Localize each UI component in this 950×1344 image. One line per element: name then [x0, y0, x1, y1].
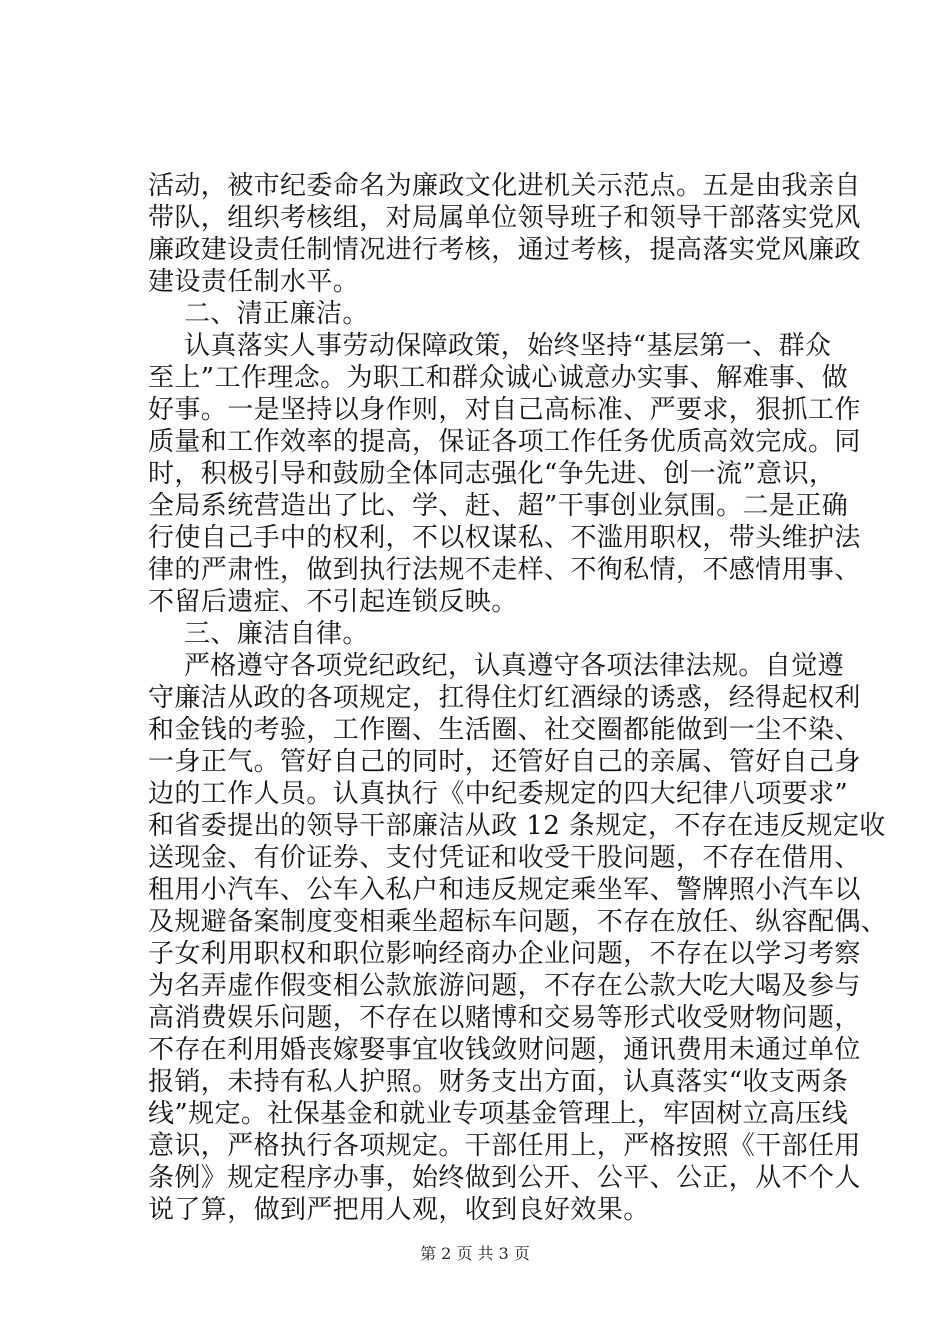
section-heading: 三、廉洁自律。 — [184, 619, 369, 649]
text-line: 线”规定。社保基金和就业专项基金管理上，牢固树立高压线 — [148, 1099, 849, 1129]
text-line: 时，积极引导和鼓励全体同志强化“争先进、创一流”意识， — [148, 459, 836, 489]
text-line: 和省委提出的领导干部廉洁从政 12 条规定，不存在违反规定收 — [148, 811, 886, 841]
text-line: 好事。一是坚持以身作则，对自己高标准、严要求，狠抓工作 — [148, 395, 861, 425]
text-line: 条例》规定程序办事，始终做到公开、公平、公正，从不个人 — [148, 1163, 861, 1193]
text-line: 说了算，做到严把用人观，收到良好效果。 — [148, 1195, 650, 1225]
text-line: 为名弄虚作假变相公款旅游问题，不存在公款大吃大喝及参与 — [148, 971, 861, 1001]
text-line: 廉政建设责任制情况进行考核，通过考核，提高落实党风廉政 — [148, 235, 861, 265]
text-line: 和金钱的考验，工作圈、生活圈、社交圈都能做到一尘不染、 — [148, 715, 861, 745]
text-line: 边的工作人员。认真执行《中纪委规定的四大纪律八项要求” — [148, 779, 849, 809]
text-line: 活动，被市纪委命名为廉政文化进机关示范点。五是由我亲自 — [148, 171, 861, 201]
body-text — [148, 170, 888, 1226]
text-line: 质量和工作效率的提高，保证各项工作任务优质高效完成。同 — [148, 427, 861, 457]
text-line: 子女利用职权和职位影响经商办企业问题，不存在以学习考察 — [148, 939, 861, 969]
text-line: 不存在利用婚丧嫁娶事宜收钱敛财问题，通讯费用未通过单位 — [148, 1035, 861, 1065]
text-line: 至上”工作理念。为职工和群众诚心诚意办实事、解难事、做 — [148, 363, 849, 393]
text-line: 认真落实人事劳动保障政策，始终坚持“基层第一、群众 — [184, 331, 832, 361]
text-line: 全局系统营造出了比、学、赶、超”干事创业氛围。二是正确 — [148, 491, 849, 521]
text-line: 报销，未持有私人护照。财务支出方面，认真落实“收支两条 — [148, 1067, 849, 1097]
text-line: 严格遵守各项党纪政纪，认真遵守各项法律法规。自觉遵 — [184, 651, 845, 681]
text-line: 一身正气。管好自己的同时，还管好自己的亲属、管好自己身 — [148, 747, 861, 777]
section-heading: 二、清正廉洁。 — [184, 299, 369, 329]
text-line: 高消费娱乐问题，不存在以赌博和交易等形式收受财物问题， — [148, 1003, 861, 1033]
text-line: 律的严肃性，做到执行法规不走样、不徇私情，不感情用事、 — [148, 555, 861, 585]
text-line: 守廉洁从政的各项规定，扛得住灯红酒绿的诱惑，经得起权利 — [148, 683, 861, 713]
text-line: 带队，组织考核组，对局属单位领导班子和领导干部落实党风 — [148, 203, 861, 233]
text-line: 及规避备案制度变相乘坐超标车问题，不存在放任、纵容配偶、 — [148, 907, 888, 937]
text-line: 意识，严格执行各项规定。干部任用上，严格按照《干部任用 — [148, 1131, 861, 1161]
text-line: 租用小汽车、公车入私户和违反规定乘坐军、警牌照小汽车以 — [148, 875, 861, 905]
text-line: 不留后遗症、不引起连锁反映。 — [148, 587, 518, 617]
text-line: 行使自己手中的权利，不以权谋私、不滥用职权，带头维护法 — [148, 523, 861, 553]
page-number-footer: 第 2 页 共 3 页 — [420, 1244, 530, 1263]
text-line: 送现金、有价证券、支付凭证和收受干股问题，不存在借用、 — [148, 843, 861, 873]
text-line: 建设责任制水平。 — [148, 267, 360, 297]
